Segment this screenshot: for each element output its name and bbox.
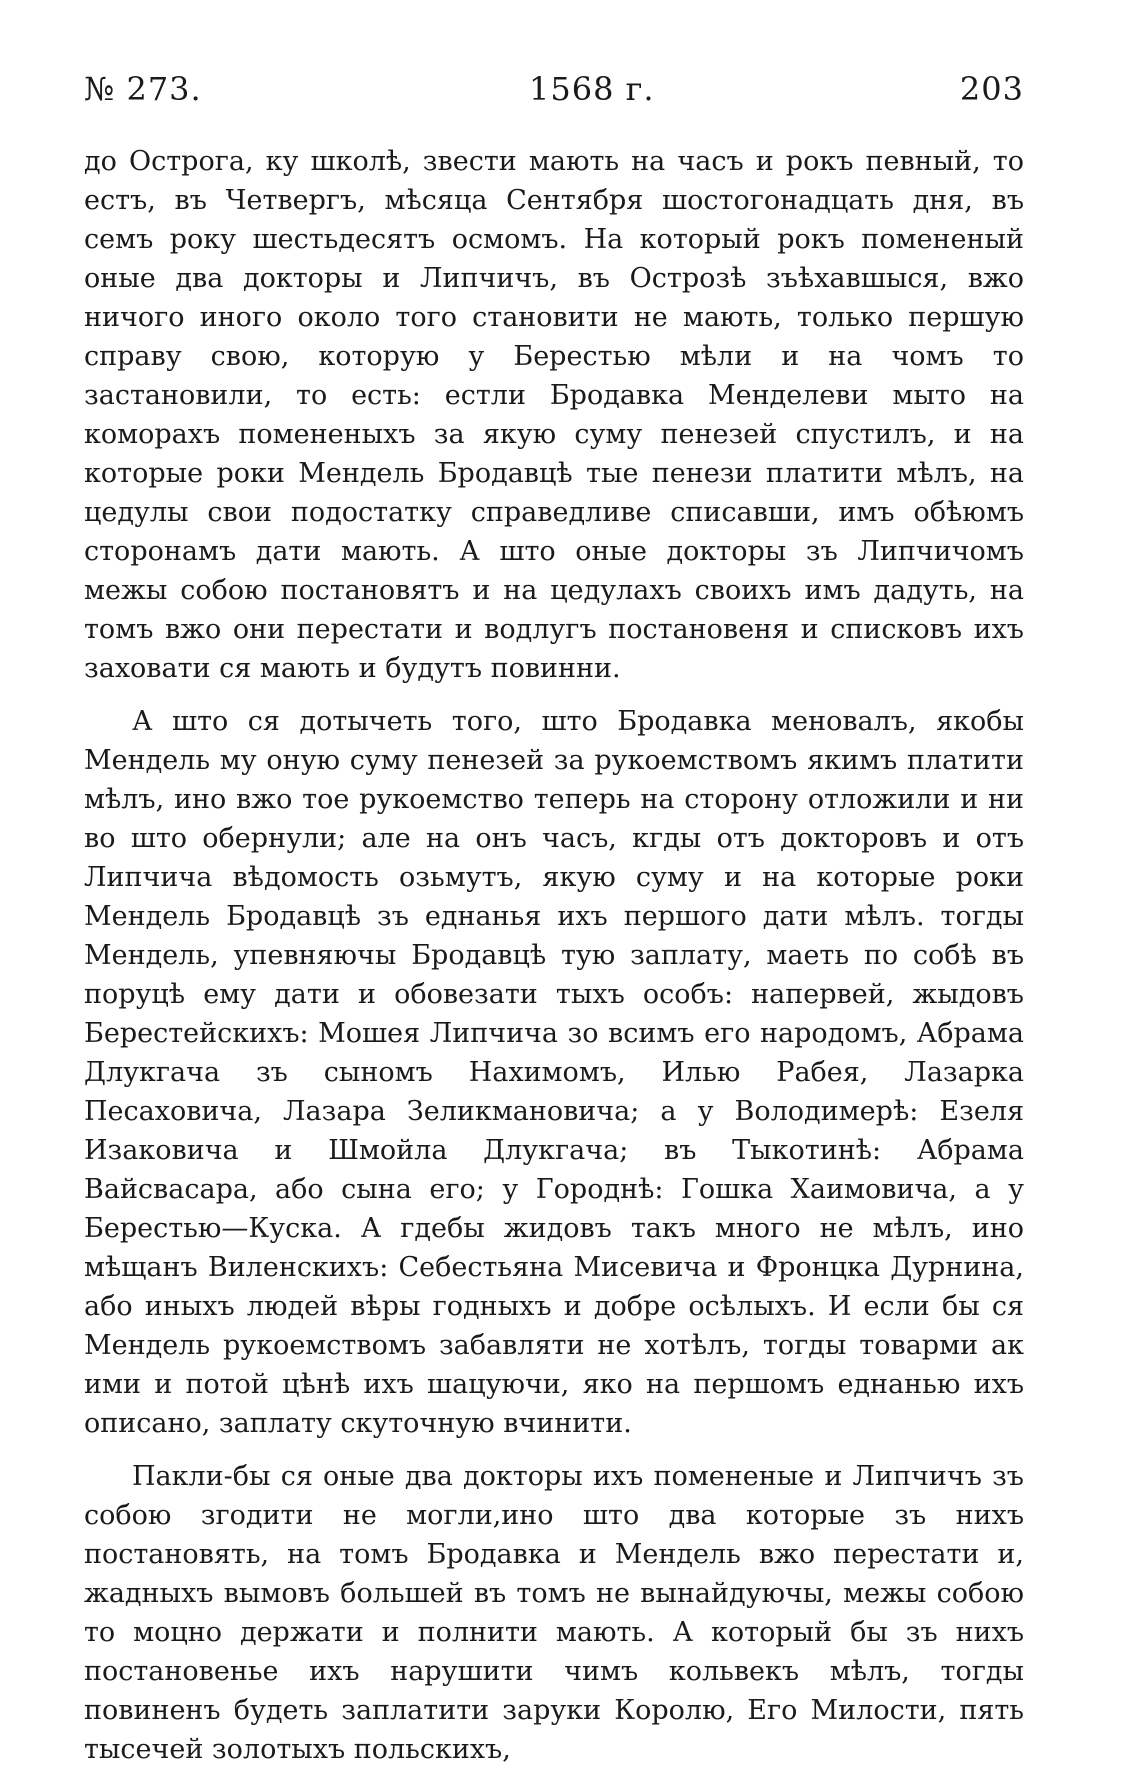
running-header [84,70,1024,118]
document-number: № 273. [84,70,202,108]
page-number: 203 [959,70,1024,108]
book-page [84,70,1024,1783]
body-text [84,142,1024,1769]
paragraph: А што ся дотычеть того, што Бродавка меновалъ, якобы Мендель му оную суму пенезей за рукоемствомъ якимъ платити мѣлъ, ино вжо тое рукоемство теперь на сторону отложили и ни во што обернули; але на онъ часъ, кгды отъ докторовъ и отъ Липчича вѣдомость озьмутъ, якую суму и на которые роки Мендель Бродавцѣ зъ еднанья ихъ першого дати мѣлъ. тогды Мендель, упевняючы Бродавцѣ тую заплату, маеть по собѣ въ поруцѣ ему дати и обовезати тыхъ особъ: напервей, жыдовъ Берестейскихъ: Мошея Липчича зо всимъ его народомъ, Абрама Длукгача зъ сыномъ Нахимомъ, Илью Рабея, Лазарка Песаховича, Лазара Зеликмановича; а у Володимерѣ: Езеля Изаковича и Шмойла Длукгача; въ Тыкотинѣ: Абрама Вайсвасара, або сына его; у Городнѣ: Гошка Хаимовича, а у Берестью—Куска. А гдебы жидовъ такъ много не мѣлъ, ино мѣщанъ Виленскихъ: Себестьяна Мисевича и Фронцка Дурнина, або иныхъ людей вѣры годныхъ и добре осѣлыхъ. И если бы ся Мендель рукоемствомъ забавляти не хотѣлъ, тогды товарми ак ими и потой цѣнѣ ихъ шацуючи, яко на першомъ еднанью ихъ описано, заплату скуточную вчинити. [84,706,1024,1439]
paragraph: Пакли-бы ся оные два докторы ихъ помененые и Липчичъ зъ собою згодити не могли,ино што два которые зъ нихъ постановять, на томъ Бродавка и Мендель вжо перестати и, жадныхъ вымовъ большей въ томъ не вынайдуючы, межы собою то моцно держати и полнити мають. А который бы зъ нихъ постановенье ихъ нарушити чимъ кольвекъ мѣлъ, тогды повиненъ будеть заплатити заруки Королю, Его Милости, пять тысечей золотыхъ польскихъ, [84,1461,1024,1765]
paragraph-continuation: до Острога, ку школѣ, звести мають на часъ и рокъ певный, то естъ, въ Четвергъ, мѣсяца Сентября шостогонадцать дня, въ семъ року шестьдесятъ осмомъ. На который рокъ помененый оные два докторы и Липчичъ, въ Острозѣ зъѣхавшыся, вжо ничого иного около того становити не мають, только першую справу свою, которую у Берестью мѣли и на чомъ то застановили, то есть: естли Бродавка Менделеви мыто на коморахъ помененыхъ за якую суму пенезей спустилъ, и на которые роки Мендель Бродавцѣ тые пенези платити мѣлъ, на цедулы свои подостатку справедливе списавши, имъ обѣюмъ сторонамъ дати мають. А што оные докторы зъ Липчичомъ межы собою постановятъ и на цедулахъ своихъ имъ дадуть, на томъ вжо они перестати и водлугъ постановеня и списковъ ихъ заховати ся мають и будутъ повинни. [84,146,1024,684]
year-heading: 1568 г. [529,70,655,108]
